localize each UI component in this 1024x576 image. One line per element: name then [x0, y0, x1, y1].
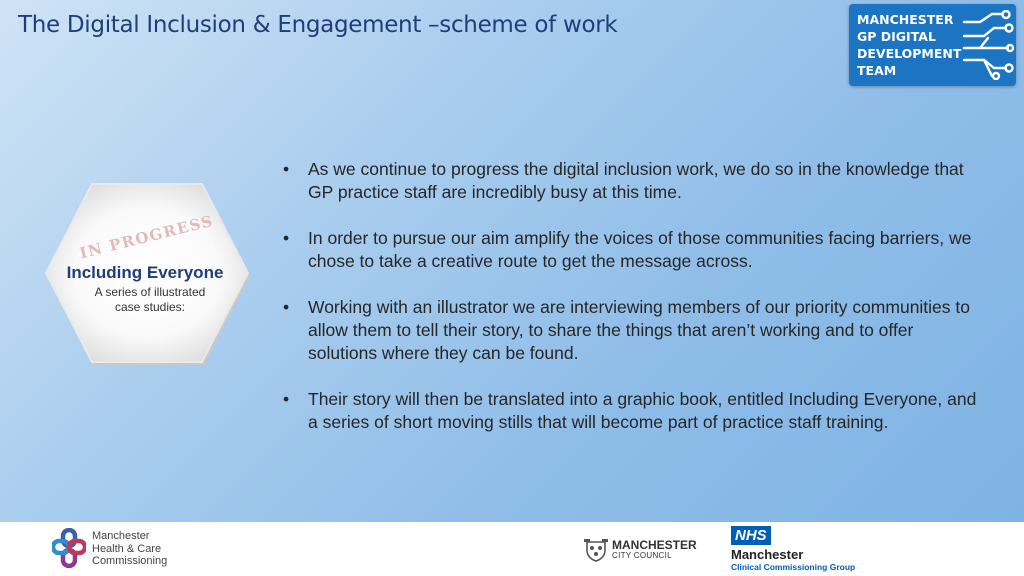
hexagon-subtitle-line: A series of illustrated [94, 285, 206, 299]
badge-line: DEVELOPMENT [857, 46, 962, 61]
gp-digital-team-badge [849, 4, 1016, 86]
footer-logos-bar [0, 522, 1024, 576]
bullet-text: In order to pursue our aim amplify the voices of those communities facing barriers, we chose to take a creative route to get the message across. [308, 228, 972, 271]
bullet-marker: • [283, 297, 290, 317]
hexagon-subtitle [80, 285, 220, 314]
bullet-marker: • [283, 159, 290, 179]
bullet-item [282, 296, 982, 365]
city-council-line1: MANCHESTER [612, 538, 697, 552]
slide-title: The Digital Inclusion & Engagement –scheme of work [18, 12, 618, 38]
city-crest-icon [583, 538, 609, 562]
bullet-text: Their story will then be translated into a graphic book, entitled Including Everyone, and a series of short moving stills that will become part of practice staff training. [308, 389, 977, 432]
mhcc-logo-line: Manchester [92, 530, 150, 542]
hexagon-subtitle-line: case studies: [114, 299, 186, 314]
city-council-line2: CITY COUNCIL [612, 551, 672, 560]
badge-text [857, 11, 961, 79]
badge-line: MANCHESTER [857, 12, 954, 27]
bullet-text: As we continue to progress the digital inclusion work, we do so in the knowledge that GP practice staff are incredibly busy at this time. [308, 159, 964, 202]
nhs-org-subtitle: Clinical Commissioning Group [731, 562, 856, 572]
in-progress-stamp: IN PROGRESS [77, 211, 216, 263]
mhcc-cross-logo-icon [52, 528, 86, 568]
badge-line: GP DIGITAL [857, 29, 936, 44]
bullet-item [282, 158, 982, 204]
bullet-marker: • [283, 228, 290, 248]
bullet-marker: • [283, 389, 290, 409]
mhcc-logo-line: Health & Care [92, 542, 162, 555]
bullet-list [282, 158, 982, 457]
nhs-org-name: Manchester [731, 547, 804, 562]
city-council-logo-text [612, 539, 697, 560]
mhcc-logo-text [92, 530, 167, 568]
nhs-logo: NHS [731, 526, 771, 545]
bullet-text: Working with an illustrator we are interviewing members of our priority communities to allow them to tell their story, to share the things that aren’t working and to offer solutions where they can be found. [308, 297, 971, 363]
hexagon-title: Including Everyone [66, 263, 224, 282]
bullet-item [282, 388, 982, 434]
mhcc-logo-line: Commissioning [92, 555, 168, 567]
circuit-icon [962, 10, 1014, 80]
badge-line: TEAM [857, 63, 897, 78]
bullet-item [282, 227, 982, 273]
